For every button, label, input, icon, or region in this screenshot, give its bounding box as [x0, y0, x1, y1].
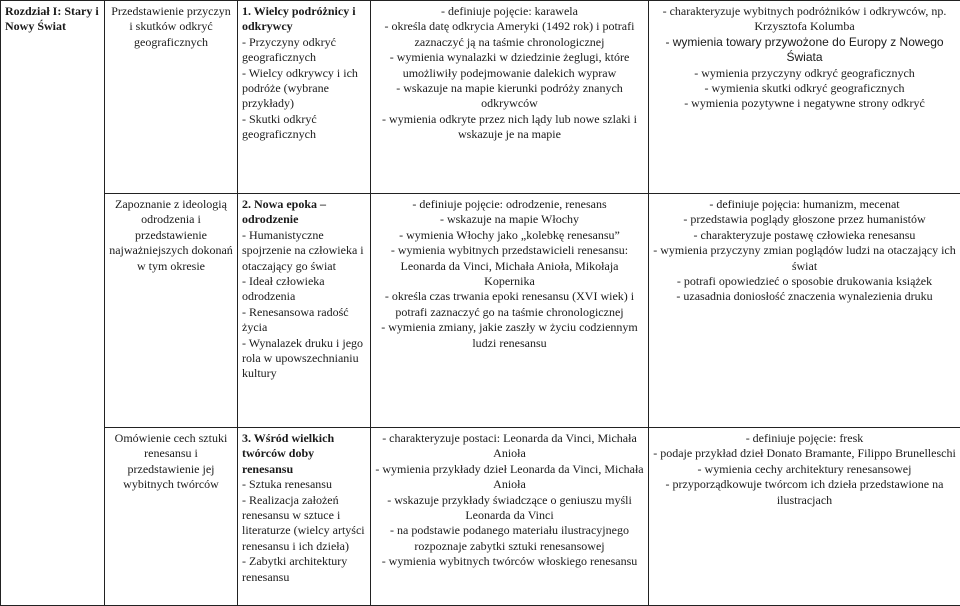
- goal-text: Zapoznanie z ideologią odrodzenia i przedstawienie najważniejszych dokonań w tym okresie: [109, 197, 233, 273]
- topic-item: - Wynalazek druku i jego rola w upowszechnianiu kultury: [242, 335, 364, 381]
- basic-requirements-cell: [371, 1, 649, 194]
- table-row: [1, 194, 960, 428]
- requirement-item: - podaje przykład dzieł Donato Bramante, Filippo Brunelleschi: [653, 446, 956, 461]
- topic-item: - Zabytki architektury renesansu: [242, 554, 348, 584]
- extended-requirements-cell: [649, 194, 960, 428]
- goal-text: Omówienie cech sztuki renesansu i przedstawienie jej wybitnych twórców: [114, 431, 228, 492]
- requirement-item: - określa datę odkrycia Ameryki (1492 rok) i potrafi zaznaczyć ją na taśmie chronologicznej: [384, 19, 635, 49]
- requirement-item: - wymienia wybitnych przedstawicieli renesansu: Leonarda da Vinci, Michała Anioła, Mikołaja Kopernika: [390, 243, 629, 289]
- topic-item: - Sztuka renesansu: [242, 477, 332, 492]
- requirement-item: - definiuje pojęcia: humanizm, mecenat: [709, 197, 900, 211]
- requirement-item: - wskazuje na mapie Włochy: [439, 212, 580, 227]
- section-title: Rozdział I: Stary i Nowy Świat: [5, 4, 99, 34]
- topic-item: - Renesansowa radość życia: [242, 304, 349, 335]
- requirement-item: - wymienia pozytywne i negatywne strony odkryć: [684, 96, 925, 111]
- requirement-item: - wymienia towary przywożone do Europy z Nowego Świata: [665, 34, 944, 65]
- requirement-item: - charakteryzuje postaci: Leonarda da Vinci, Michała Anioła: [382, 431, 637, 461]
- requirement-item: - definiuje pojęcie: karawela: [441, 4, 578, 18]
- topic-item: - Skutki odkryć geograficznych: [242, 111, 317, 142]
- requirement-item: - na podstawie podanego materiału ilustracyjnego rozpoznaje zabytki sztuki renesansowej: [390, 523, 629, 553]
- topic-title: 1. Wielcy podróżnicy i odkrywcy: [242, 4, 356, 34]
- requirement-item: - wymienia przyczyny zmian poglądów ludzi na otaczający ich świat: [653, 243, 956, 273]
- topic-item: - Przyczyny odkryć geograficznych: [242, 34, 336, 65]
- table-row: [1, 428, 960, 606]
- basic-requirements-cell: [371, 194, 649, 428]
- topic-cell: [238, 194, 371, 428]
- requirement-item: - definiuje pojęcie: odrodzenie, renesans: [412, 197, 607, 211]
- requirement-item: - wymienia przykłady dzieł Leonarda da Vinci, Michała Anioła: [375, 461, 644, 492]
- requirement-item: - wymienia cechy architektury renesansowej: [697, 461, 912, 476]
- topic-cell: [238, 428, 371, 606]
- requirement-item: - określa czas trwania epoki renesansu (XVI wiek) i potrafi zaznaczyć go na taśmie chronologicznej: [384, 289, 635, 319]
- requirement-item: - wskazuje na mapie kierunki podróży znanych odkrywców: [396, 81, 623, 111]
- basic-requirements-cell: [371, 428, 649, 606]
- goal-cell: [105, 1, 238, 194]
- goal-cell: [105, 428, 238, 606]
- topic-item: - Realizacja założeń renesansu w sztuce i literaturze (wielcy artyści renesansu i ich dzieła): [242, 492, 365, 553]
- topic-item: - Wielcy odkrywcy i ich podróże (wybrane przykłady): [242, 65, 358, 111]
- topic-item: - Humanistyczne spojrzenie na człowieka i otaczający go świat: [242, 227, 364, 273]
- topic-cell: [238, 1, 371, 194]
- requirement-item: - wymienia zmiany, jakie zaszły w życiu codziennym ludzi renesansu: [381, 320, 638, 350]
- topic-title: 2. Nowa epoka – odrodzenie: [242, 197, 327, 227]
- extended-requirements-cell: [649, 1, 960, 194]
- requirement-item: - przedstawia poglądy głoszone przez humanistów: [683, 212, 926, 227]
- requirement-item: - wskazuje przykłady świadczące o geniuszu myśli Leonarda da Vinci: [387, 492, 632, 523]
- requirement-item: - potrafi opowiedzieć o sposobie drukowania książek: [676, 274, 933, 289]
- requirement-item: - charakteryzuje postawę człowieka renesansu: [693, 227, 916, 242]
- goal-cell: [105, 194, 238, 428]
- requirement-item: - przyporządkowuje twórcom ich dzieła przedstawione na ilustracjach: [665, 477, 944, 507]
- extended-requirements-cell: [649, 428, 960, 606]
- requirement-item: - charakteryzuje wybitnych podróżników i odkrywców, np. Krzysztofa Kolumba: [662, 4, 947, 34]
- goal-text: Przedstawienie przyczyn i skutków odkryć geograficznych: [111, 4, 231, 49]
- topic-item: - Ideał człowieka odrodzenia: [242, 274, 325, 304]
- requirement-item: - wymienia wybitnych twórców włoskiego renesansu: [381, 554, 638, 569]
- requirement-item: - wymienia odkryte przez nich lądy lub nowe szlaki i wskazuje je na mapie: [382, 111, 637, 142]
- section-cell: [1, 1, 105, 606]
- requirement-item: - wymienia skutki odkryć geograficznych: [704, 81, 905, 96]
- topic-title: 3. Wśród wielkich twórców doby renesansu: [242, 431, 335, 476]
- requirement-item: - definiuje pojęcie: fresk: [745, 431, 864, 445]
- table-row: [1, 1, 960, 194]
- requirement-item: - wymienia Włochy jako „kolebkę renesansu”: [399, 227, 620, 242]
- requirement-item: - wymienia wynalazki w dziedzinie żeglugi, które umożliwiły podejmowanie dalekich wypraw: [389, 50, 630, 80]
- requirement-item: - wymienia przyczyny odkryć geograficznych: [694, 65, 915, 80]
- requirement-item: - uzasadnia doniosłość znaczenia wynalezienia druku: [676, 289, 933, 304]
